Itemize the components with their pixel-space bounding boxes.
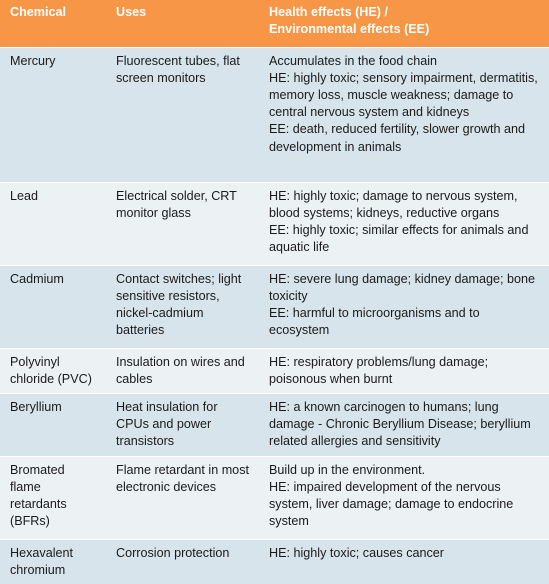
header-chemical: Chemical bbox=[0, 0, 106, 47]
table-row bbox=[0, 47, 549, 182]
effects-cell: Build up in the environment. HE: impaired development of the nervous system, liver damage; damage to endocrine system bbox=[259, 456, 549, 539]
effects-cell: HE: a known carcinogen to humans; lung damage - Chronic Beryllium Disease; beryllium related allergies and sensitivity bbox=[259, 393, 549, 456]
chemical-cell: Beryllium bbox=[0, 393, 106, 456]
effects-cell: HE: highly toxic; damage to nervous system, blood systems; kidneys, reductive organs EE: highly toxic; similar effects for animals and aquatic life bbox=[259, 182, 549, 265]
table-row bbox=[0, 265, 549, 348]
uses-cell: Insulation on wires and cables bbox=[106, 348, 259, 393]
table-row bbox=[0, 456, 549, 539]
uses-cell: Corrosion protection bbox=[106, 539, 259, 584]
uses-cell: Contact switches; light sensitive resistors, nickel-cadmium batteries bbox=[106, 265, 259, 348]
uses-cell: Fluorescent tubes, flat screen monitors bbox=[106, 47, 259, 182]
uses-cell: Heat insulation for CPUs and power transistors bbox=[106, 393, 259, 456]
uses-cell: Flame retardant in most electronic devices bbox=[106, 456, 259, 539]
effects-cell: HE: highly toxic; causes cancer bbox=[259, 539, 549, 584]
header-row bbox=[0, 0, 549, 47]
table-row bbox=[0, 393, 549, 456]
effects-cell: HE: severe lung damage; kidney damage; bone toxicity EE: harmful to microorganisms and to ecosystem bbox=[259, 265, 549, 348]
effects-cell: HE: respiratory problems/lung damage; poisonous when burnt bbox=[259, 348, 549, 393]
table-header bbox=[0, 0, 549, 47]
table-row bbox=[0, 348, 549, 393]
header-effects: Health effects (HE) / Environmental effects (EE) bbox=[259, 0, 549, 47]
table-body bbox=[0, 47, 549, 584]
chemical-cell: Cadmium bbox=[0, 265, 106, 348]
chemical-cell: Polyvinyl chloride (PVC) bbox=[0, 348, 106, 393]
effects-cell: Accumulates in the food chain HE: highly toxic; sensory impairment, dermatitis, memory loss, muscle weakness; damage to central nervous system and kidneys EE: death, reduced fertility, slower growth and development in animals bbox=[259, 47, 549, 182]
chemical-cell: Bromated flame retardants (BFRs) bbox=[0, 456, 106, 539]
uses-cell: Electrical solder, CRT monitor glass bbox=[106, 182, 259, 265]
header-uses: Uses bbox=[106, 0, 259, 47]
table-row bbox=[0, 182, 549, 265]
chemical-cell: Hexavalent chromium bbox=[0, 539, 106, 584]
chemical-cell: Lead bbox=[0, 182, 106, 265]
chemical-cell: Mercury bbox=[0, 47, 106, 182]
table-row bbox=[0, 539, 549, 584]
